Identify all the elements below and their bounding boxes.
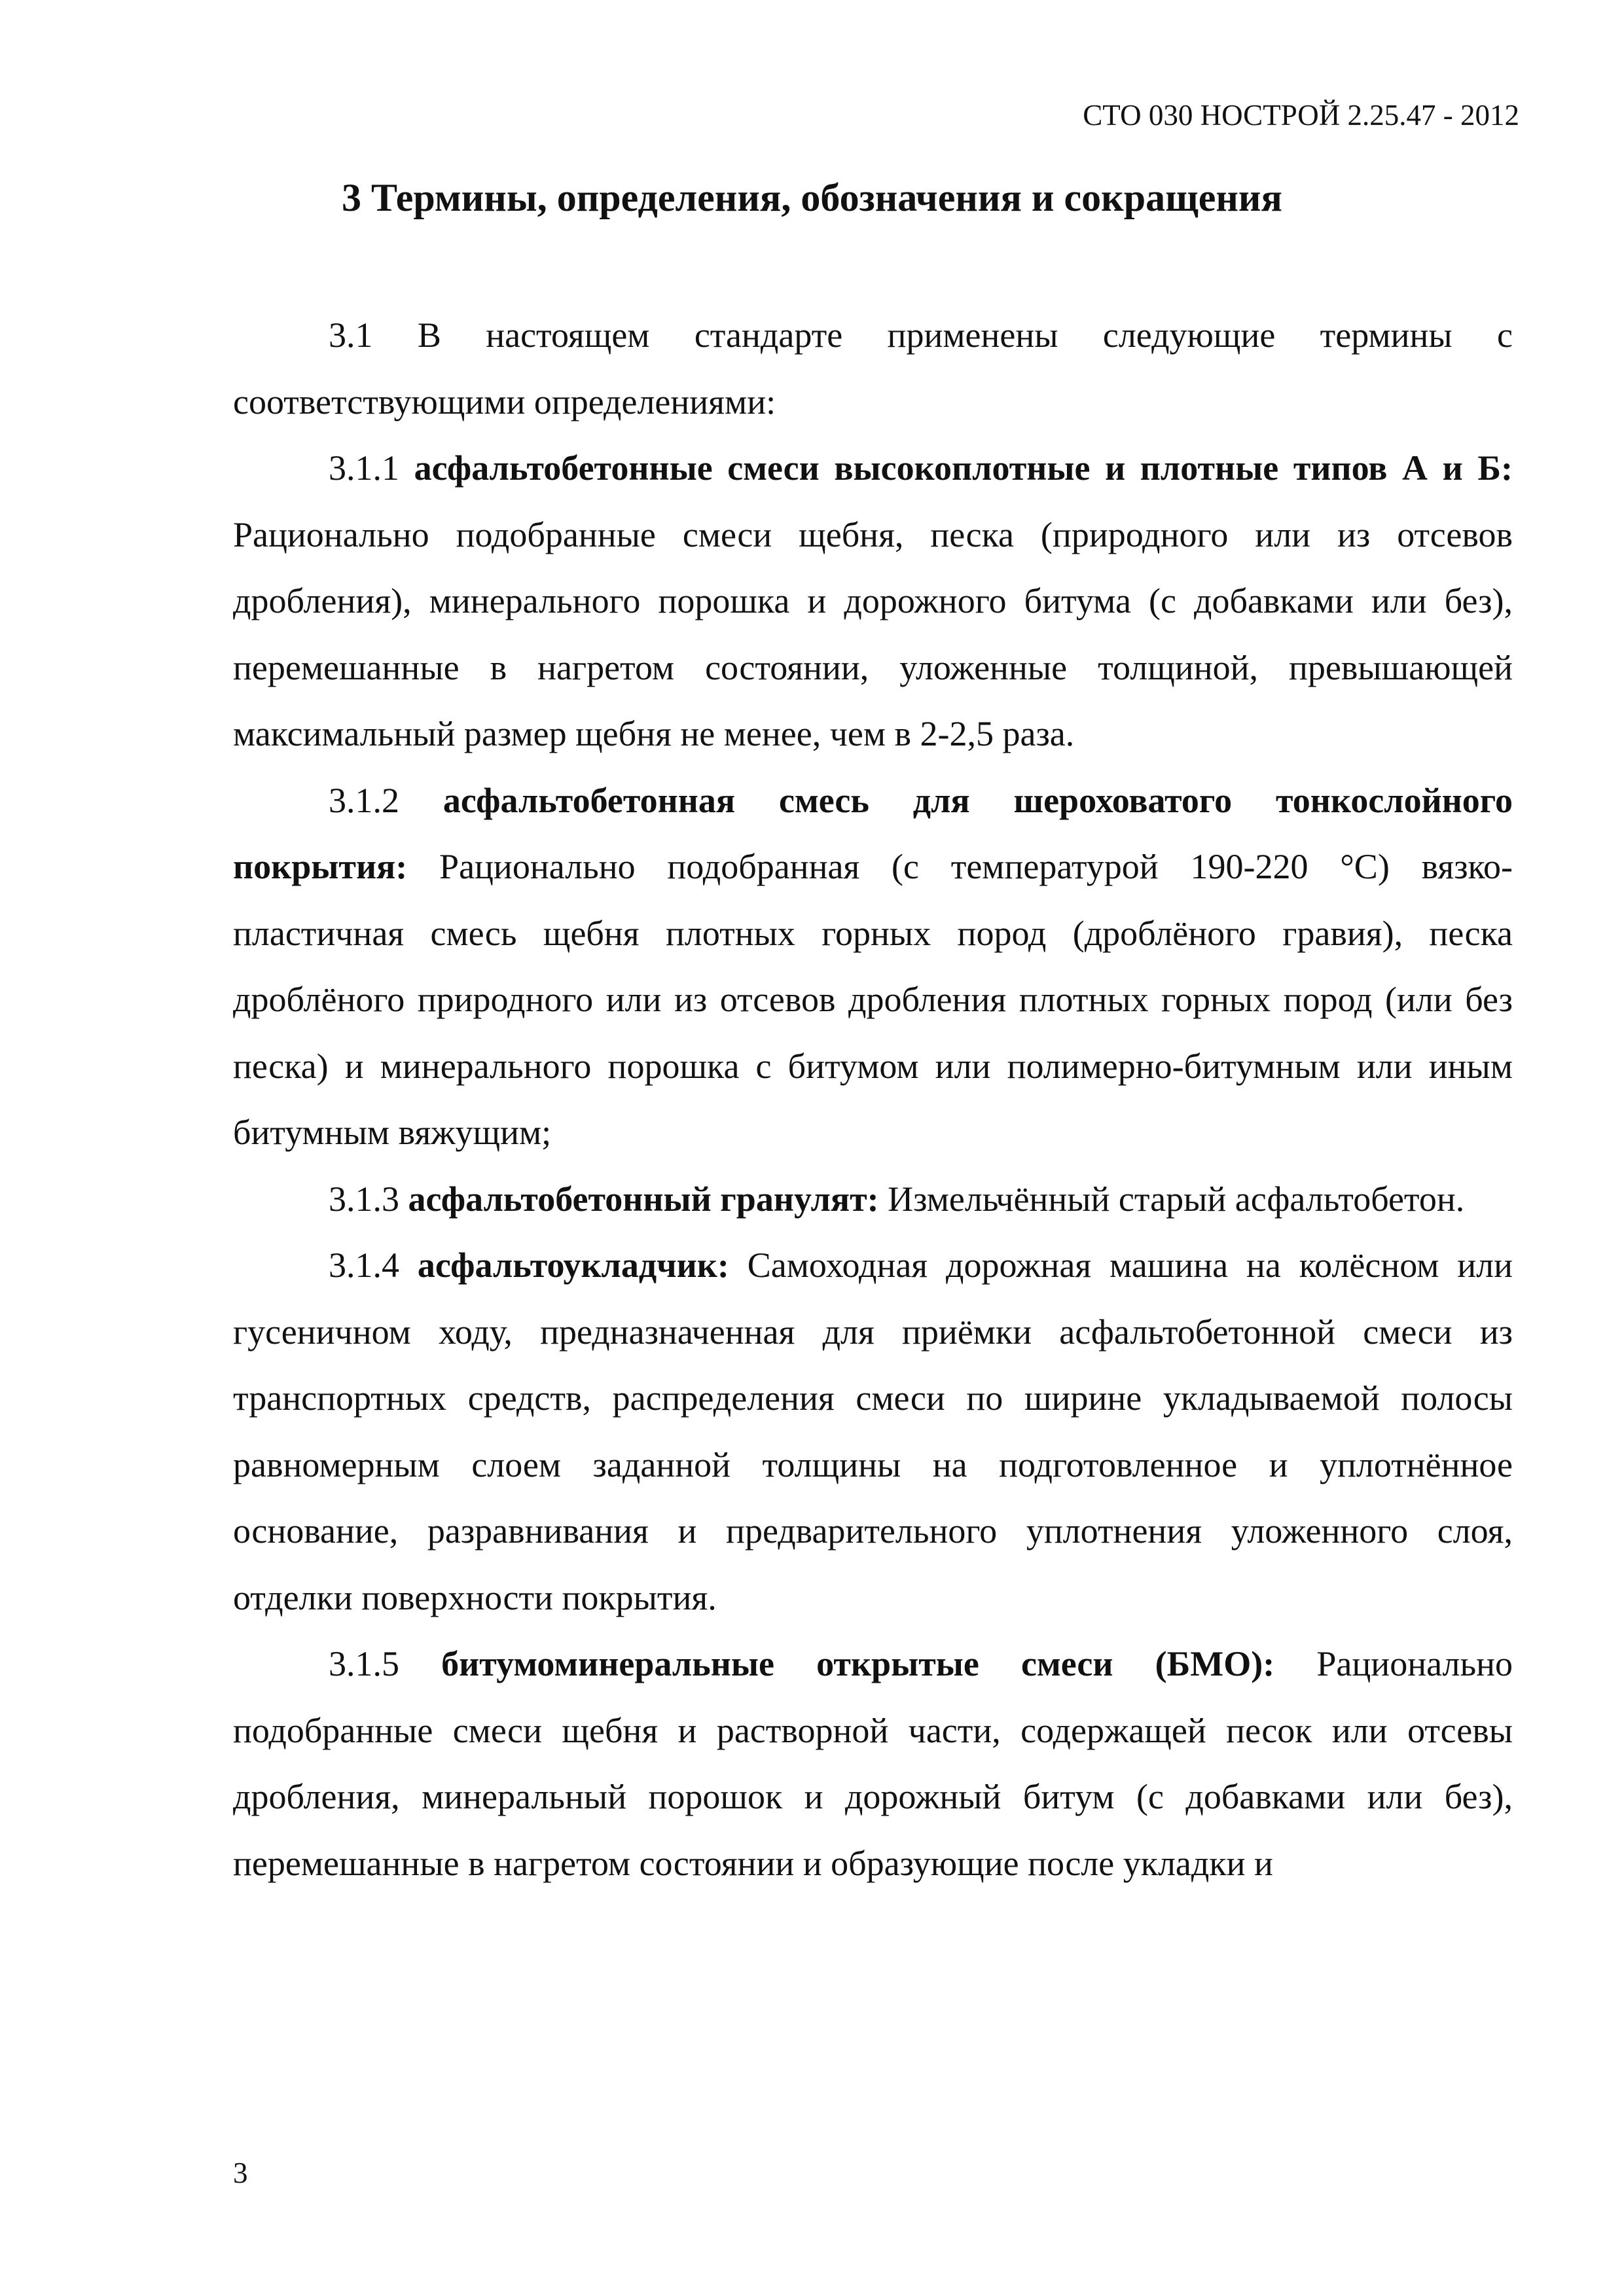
paragraph-3-1-2	[233, 768, 1513, 1166]
paragraph-number: 3.1.1	[329, 448, 399, 488]
paragraph-3-1-3	[233, 1166, 1513, 1233]
paragraph-3-1-1	[233, 435, 1513, 768]
term-definition: Самоходная дорожная машина на колёсном или гусеничном ходу, предназначенная для приёмки асфальтобетонной смеси из транспортных средств, распределения смеси по ширине укладываемой полосы равномерным слоем заданной толщины на подготовленное и уплотнённое основание, разравнивания и предварительного уплотнения уложенного слоя, отделки поверхности покрытия.	[233, 1246, 1513, 1617]
paragraph-number: 3.1.5	[329, 1644, 399, 1683]
paragraph-number: 3.1.2	[329, 780, 399, 820]
term-name: асфальтобетонный гранулят:	[408, 1179, 879, 1219]
term-name: асфальтобетонная смесь для шероховатого тонкослойного покрытия:	[233, 780, 1513, 886]
term-definition: Рационально подобранная (с температурой 190-220 °С) вязко-пластичная смесь щебня плотных горных пород (дроблёного гравия), песка дроблёного природного или из отсевов дробления плотных горных пород (или без песка) и минерального порошка с битумом или полимерно-битумным или иным битумным вяжущим;	[233, 847, 1513, 1152]
term-definition: Измельчённый старый асфальтобетон.	[888, 1179, 1465, 1219]
term-definition: Рационально подобранные смеси щебня и растворной части, содержащей песок или отсевы дробления, минеральный порошок и дорожный битум (с добавками или без), перемешанные в нагретом состоянии и образующие после укладки и	[233, 1644, 1513, 1883]
paragraph-number: 3.1.4	[329, 1246, 399, 1285]
paragraph-number: 3.1.3	[329, 1179, 399, 1219]
paragraph-3-1-4	[233, 1232, 1513, 1631]
section-title: 3 Термины, определения, обозначения и сокращения	[342, 176, 1282, 219]
term-name: битумоминеральные открытые смеси (БМО):	[441, 1644, 1275, 1683]
term-name: асфальтоукладчик:	[417, 1246, 729, 1285]
page-number: 3	[233, 2157, 248, 2189]
paragraph-text: 3.1 В настоящем стандарте применены следующие термины с соответствующими определениями:	[233, 315, 1513, 422]
paragraph-3-1	[233, 302, 1513, 435]
paragraph-3-1-5	[233, 1631, 1513, 1897]
document-code: СТО 030 НОСТРОЙ 2.25.47 - 2012	[1083, 99, 1519, 132]
term-name: асфальтобетонные смеси высокоплотные и плотные типов А и Б:	[414, 448, 1513, 488]
document-body	[233, 302, 1513, 1897]
term-definition: Рационально подобранные смеси щебня, песка (природного или из отсевов дробления), минерального порошка и дорожного битума (с добавками или без), перемешанные в нагретом состоянии, уложенные толщиной, превышающей максимальный размер щебня не менее, чем в 2-2,5 раза.	[233, 514, 1513, 753]
